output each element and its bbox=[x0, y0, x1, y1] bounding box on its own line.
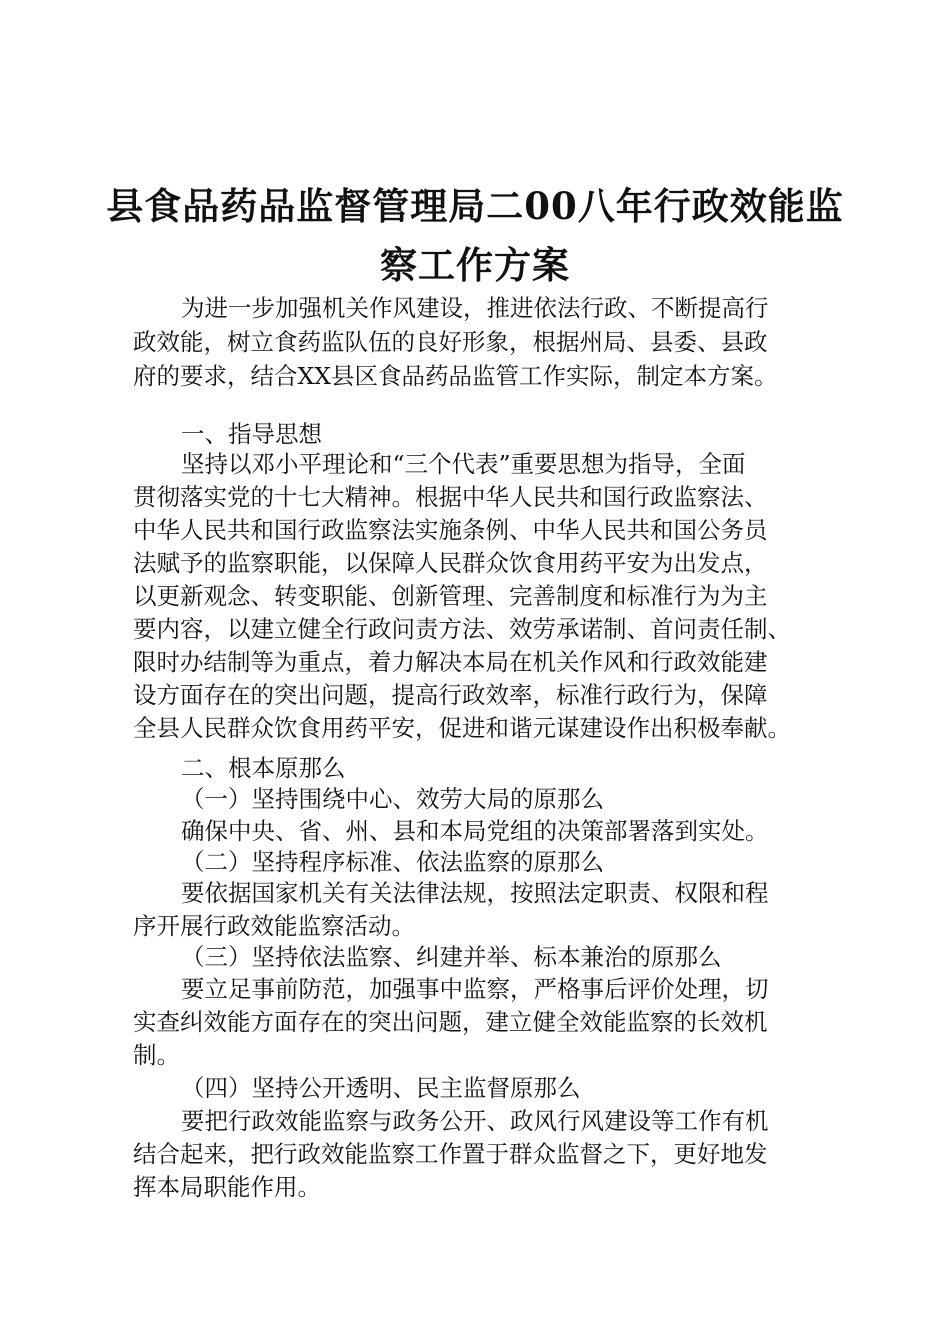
section-1-line: 坚持以邓小平理论和“三个代表”重要思想为指导，全面 bbox=[181, 450, 746, 478]
section-1-line: 中华人民共和国行政监察法实施条例、中华人民共和国公务员 bbox=[133, 516, 768, 544]
document-title-line-1: 县食品药品监督管理局二00八年行政效能监 bbox=[106, 184, 844, 228]
subsection-2-line: 序开展行政效能监察活动。 bbox=[133, 912, 415, 940]
subsection-3-line: 制。 bbox=[133, 1041, 180, 1069]
subsection-3-line: 要立足事前防范，加强事中监察，严格事后评价处理，切 bbox=[181, 975, 769, 1003]
subsection-4-heading: （四）坚持公开透明、民主监督原那么 bbox=[181, 1074, 581, 1102]
subsection-3-heading: （三）坚持依法监察、纠建并举、标本兼治的原那么 bbox=[181, 943, 722, 971]
subsection-4-line: 要把行政效能监察与政务公开、政风行风建设等工作有机 bbox=[181, 1107, 769, 1135]
intro-line: 政效能，树立食药监队伍的良好形象，根据州局、县委、县政 bbox=[133, 328, 768, 356]
section-1-line: 全县人民群众饮食用药平安，促进和谐元谋建设作出积极奉献。 bbox=[133, 714, 791, 742]
section-1-line: 限时办结制等为重点，着力解决本局在机关作风和行政效能建 bbox=[133, 648, 768, 676]
subsection-4-line: 结合起来，把行政效能监察工作置于群众监督之下，更好地发 bbox=[133, 1140, 768, 1168]
section-1-line: 贯彻落实党的十七大精神。根据中华人民共和国行政监察法、 bbox=[133, 483, 768, 511]
subsection-4-line: 挥本局职能作用。 bbox=[133, 1173, 321, 1201]
intro-line: 为进一步加强机关作风建设，推进依法行政、不断提高行 bbox=[181, 294, 769, 322]
section-1-heading: 一、指导思想 bbox=[181, 420, 322, 448]
section-1-line: 法赋予的监察职能，以保障人民群众饮食用药平安为出发点， bbox=[133, 549, 768, 577]
subsection-1-line: 确保中央、省、州、县和本局党组的决策部署落到实处。 bbox=[181, 817, 769, 845]
intro-line: 府的要求，结合XX县区食品药品监管工作实际，制定本方案。 bbox=[133, 362, 778, 390]
section-1-line: 设方面存在的突出问题，提高行政效率，标准行政行为，保障 bbox=[133, 681, 768, 709]
section-1-line: 以更新观念、转变职能、创新管理、完善制度和标准行为为主 bbox=[133, 582, 768, 610]
document-title-line-2: 察工作方案 bbox=[380, 243, 570, 287]
section-1-line: 要内容，以建立健全行政问责方法、效劳承诺制、首问责任制、 bbox=[133, 615, 791, 643]
subsection-2-heading: （二）坚持程序标准、依法监察的原那么 bbox=[181, 848, 604, 876]
subsection-2-line: 要依据国家机关有关法律法规，按照法定职责、权限和程 bbox=[181, 879, 769, 907]
subsection-1-heading: （一）坚持围绕中心、效劳大局的原那么 bbox=[181, 785, 604, 813]
section-2-heading: 二、根本原那么 bbox=[181, 754, 346, 782]
subsection-3-line: 实查纠效能方面存在的突出问题，建立健全效能监察的长效机 bbox=[133, 1008, 768, 1036]
